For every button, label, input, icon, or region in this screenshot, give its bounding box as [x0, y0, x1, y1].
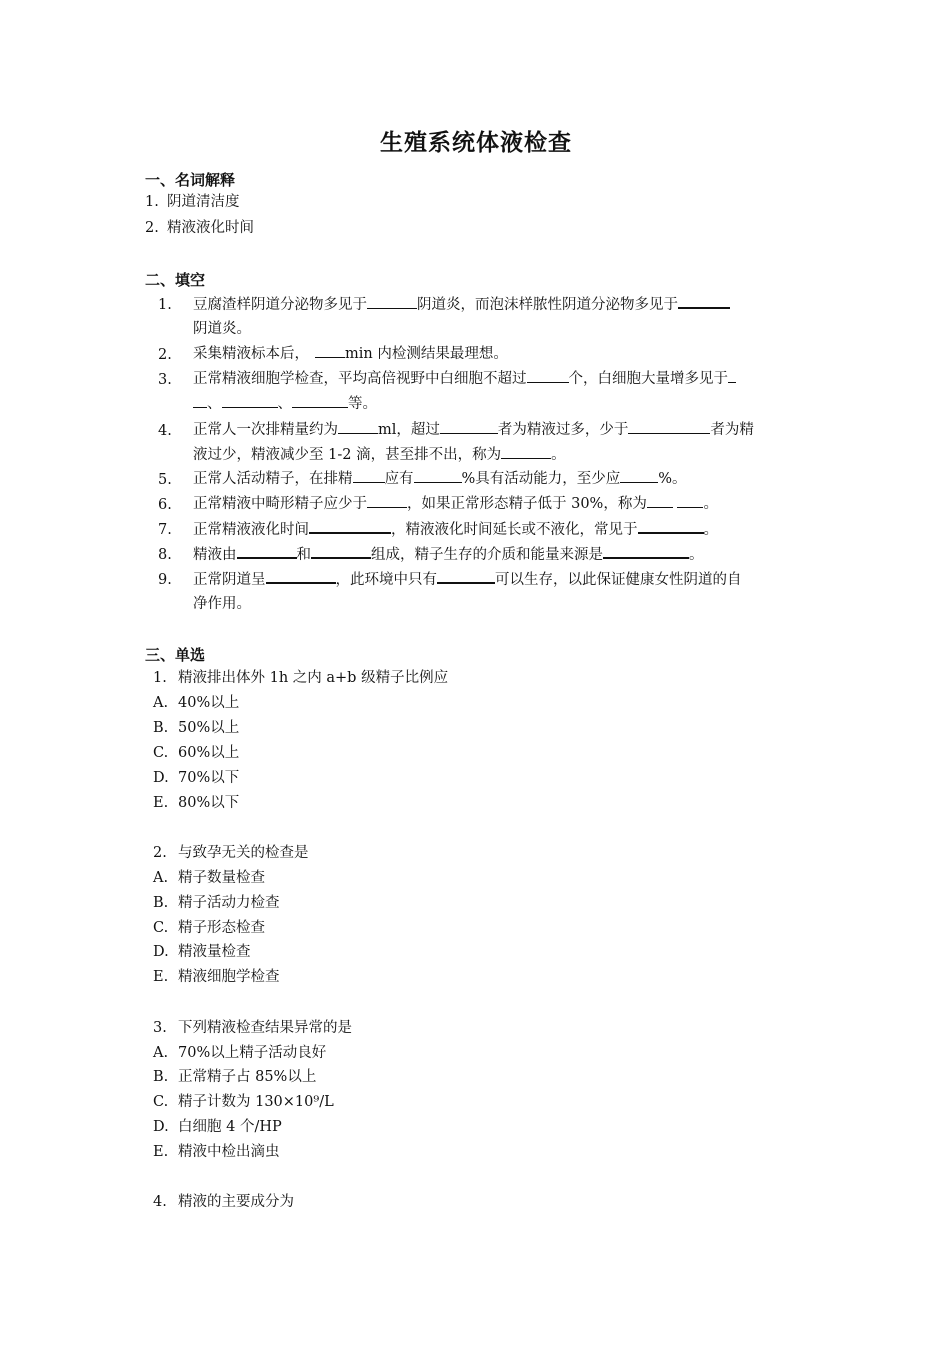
term-item: 1. 阴道清洁度 [145, 194, 240, 210]
option: D. 白细胞 4 个/HP [153, 1119, 282, 1135]
option: C. 60%以上 [153, 745, 240, 761]
term-item: 2. 精液液化时间 [145, 220, 254, 236]
option: E. 80%以下 [153, 795, 240, 811]
option: A. 70%以上精子活动良好 [153, 1045, 327, 1061]
fill-number: 1. [158, 297, 172, 313]
option: B. 正常精子占 85%以上 [153, 1069, 317, 1085]
fill-number: 5. [158, 472, 172, 488]
fill-number: 3. [158, 372, 172, 388]
fill-item: 采集精液标本后， min 内检测结果最理想。 [193, 342, 508, 367]
option: E. 精液中检出滴虫 [153, 1144, 280, 1160]
option: C. 精子形态检查 [153, 920, 265, 936]
section-heading-terms: 一、名词解释 [145, 171, 236, 189]
fill-number: 2. [158, 347, 172, 363]
option: E. 精液细胞学检查 [153, 969, 280, 985]
fill-item-cont: 净作用。 [193, 596, 251, 612]
fill-item: 正常人一次排精量约为 ml，超过 者为精液过多，少于 者为精 [193, 418, 754, 443]
fill-number: 6. [158, 497, 172, 513]
fill-item: 正常阴道呈 ，此环境中只有 可以生存，以此保证健康女性阴道的自 [193, 567, 742, 593]
fill-item: 豆腐渣样阴道分泌物多见于 阴道炎，而泡沫样脓性阴道分泌物多见于 [193, 292, 730, 318]
fill-number: 4. [158, 423, 172, 439]
question-stem: 1. 精液排出体外 1h 之内 a+b 级精子比例应 [153, 670, 449, 686]
page-title: 生殖系统体液检查 [380, 130, 572, 156]
option: B. 精子活动力检查 [153, 895, 280, 911]
fill-item: 正常精液液化时间 ，精液液化时间延长或不液化，常见于 。 [193, 517, 718, 543]
fill-item: 正常精液中畸形精子应少于 ，如果正常形态精子低于 30%，称为 。 [193, 492, 718, 517]
question-stem: 2. 与致孕无关的检查是 [153, 845, 309, 861]
fill-item-cont: 液过少，精液减少至 1-2 滴，甚至排不出，称为 。 [193, 443, 566, 468]
fill-item: 精液由 和 组成，精子生存的介质和能量来源是 。 [193, 542, 704, 568]
fill-item-cont: 阴道炎。 [193, 321, 251, 337]
fill-number: 9. [158, 572, 172, 588]
option: A. 精子数量检查 [153, 870, 265, 886]
option: D. 精液量检查 [153, 944, 251, 960]
fill-item: 正常精液细胞学检查，平均高倍视野中白细胞不超过 个，白细胞大量增多见于 [193, 367, 736, 392]
fill-number: 7. [158, 522, 172, 538]
question-stem: 4. 精液的主要成分为 [153, 1194, 294, 1210]
option: B. 50%以上 [153, 720, 240, 736]
fill-item-cont: 、 、 等。 [193, 392, 377, 417]
option: C. 精子计数为 130×10⁹/L [153, 1094, 334, 1110]
option: D. 70%以下 [153, 770, 240, 786]
section-heading-fill: 二、填空 [145, 271, 206, 289]
option: A. 40%以上 [153, 695, 240, 711]
section-heading-mcq: 三、单选 [145, 646, 206, 664]
question-stem: 3. 下列精液检查结果异常的是 [153, 1020, 352, 1036]
fill-item: 正常人活动精子，在排精 应有 %具有活动能力，至少应 %。 [193, 467, 687, 492]
fill-number: 8. [158, 547, 172, 563]
